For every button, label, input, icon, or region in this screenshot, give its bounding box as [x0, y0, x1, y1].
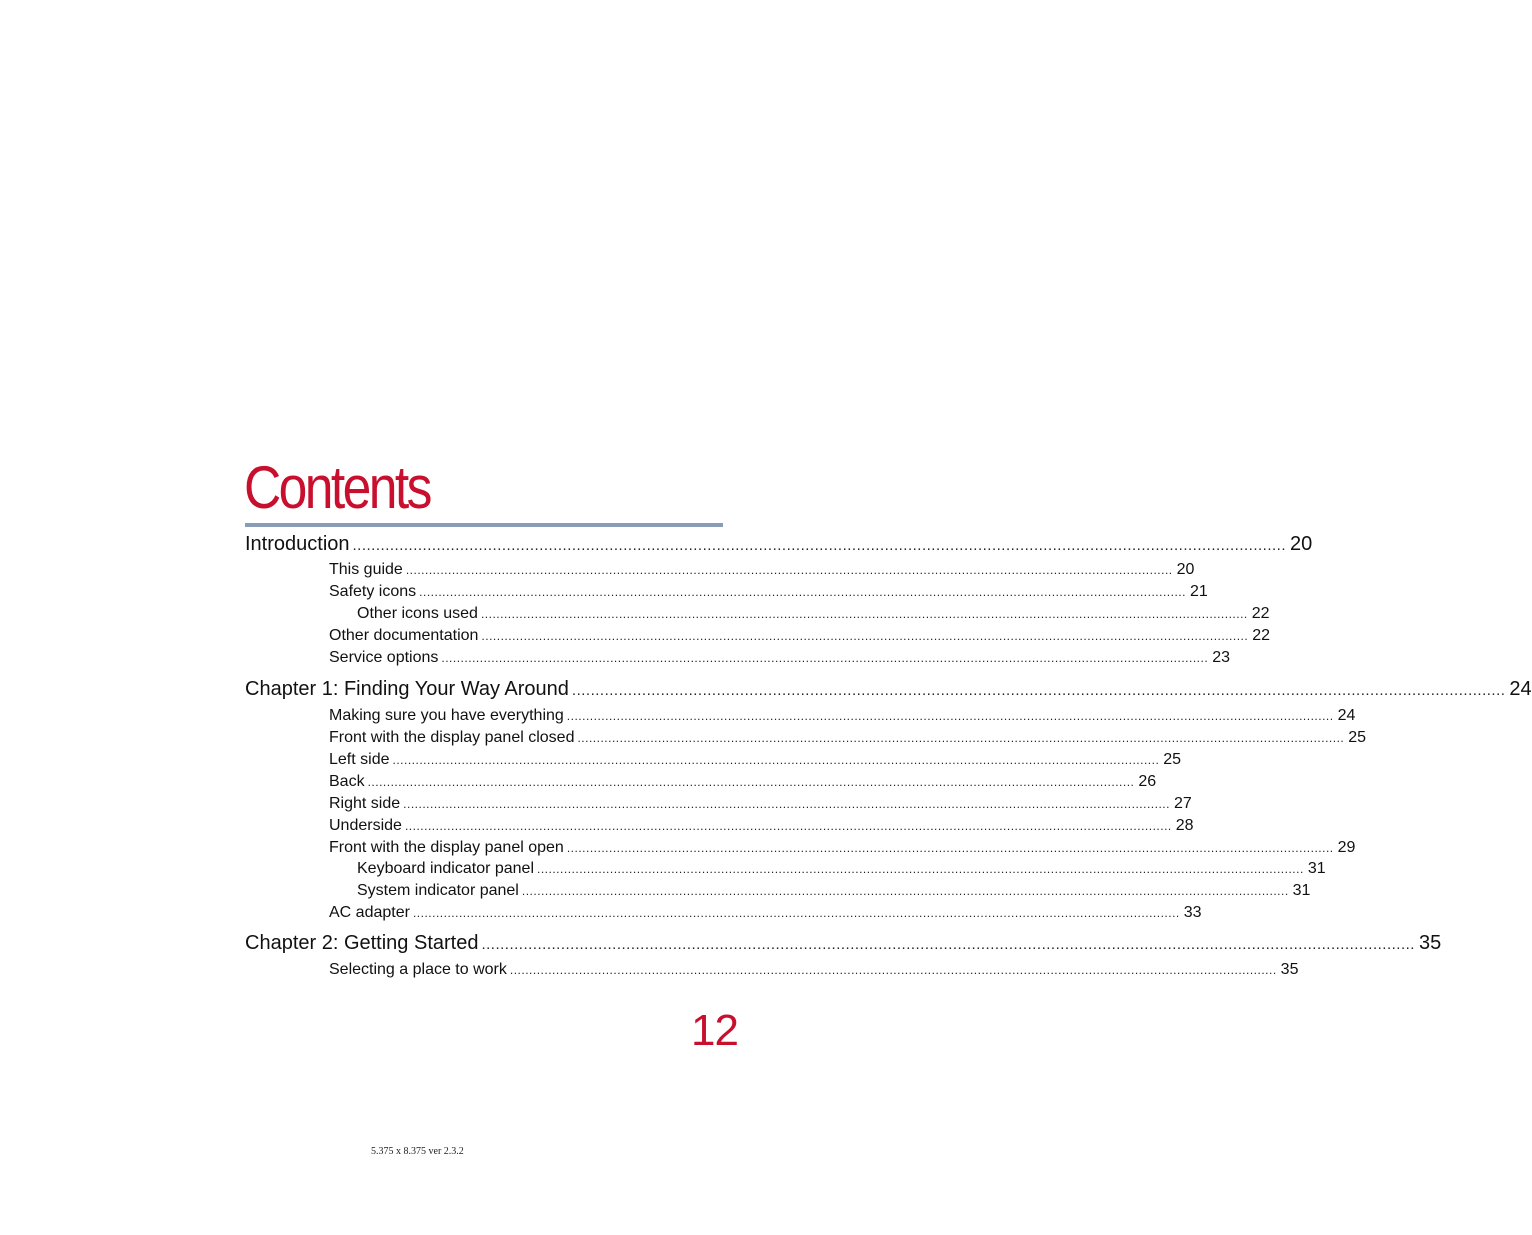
toc-section-entry[interactable]	[329, 795, 1192, 816]
toc-entry-page: 31	[1307, 860, 1326, 877]
toc-entry-page: 25	[1348, 729, 1367, 746]
toc-entry-page: 27	[1173, 795, 1192, 812]
toc-entry-label: Front with the display panel closed	[329, 729, 575, 746]
toc-entry-label: System indicator panel	[357, 882, 519, 899]
toc-entry-label: Left side	[329, 751, 390, 768]
toc-entry-label: Service options	[329, 649, 439, 666]
toc-leader-dots: ........................................................................................................................................................................................................	[441, 651, 1209, 665]
toc-section-entry[interactable]	[329, 707, 1356, 728]
toc-leader-dots: ........................................................................................................................................................................................................	[481, 936, 1415, 953]
toc-entry-page: 22	[1251, 605, 1270, 622]
toc-entry-label: Other icons used	[357, 605, 478, 622]
toc-entry-page: 35	[1280, 961, 1299, 978]
toc-entry-page: 35	[1418, 932, 1442, 954]
toc-section-entry[interactable]	[329, 817, 1194, 838]
toc-leader-dots: ........................................................................................................................................................................................................	[405, 563, 1173, 577]
toc-entry-page: 26	[1138, 773, 1157, 790]
toc-entry-label: AC adapter	[329, 904, 410, 921]
toc-leader-dots: ........................................................................................................................................................................................................	[566, 709, 1334, 723]
toc-section-entry[interactable]	[329, 583, 1208, 604]
toc-leader-dots: ........................................................................................................................................................................................................	[480, 607, 1248, 621]
toc-section-entry[interactable]	[329, 961, 1299, 982]
footer-version: 5.375 x 8.375 ver 2.3.2	[371, 1146, 464, 1157]
toc-entry-label: Right side	[329, 795, 401, 812]
toc-entry-page: 20	[1290, 533, 1313, 555]
toc-section-entry[interactable]	[357, 605, 1270, 626]
toc-leader-dots: ........................................................................................................................................................................................................	[521, 884, 1289, 898]
toc-leader-dots: ........................................................................................................................................................................................................	[403, 797, 1170, 811]
toc-chapter-entry[interactable]	[245, 533, 1313, 559]
toc-section-entry[interactable]	[329, 561, 1195, 582]
toc-entry-page: 24	[1337, 707, 1356, 724]
toc-leader-dots: ........................................................................................................................................................................................................	[571, 682, 1506, 699]
toc-entry-page: 21	[1189, 583, 1208, 600]
page-number: 12	[691, 1006, 738, 1055]
toc-section-entry[interactable]	[329, 729, 1367, 750]
toc-section-entry[interactable]	[329, 773, 1157, 794]
toc-section-entry[interactable]	[329, 751, 1182, 772]
toc-entry-page: 25	[1163, 751, 1182, 768]
toc-section-entry[interactable]	[329, 627, 1271, 648]
toc-entry-label: Introduction	[245, 533, 350, 555]
toc-leader-dots: ........................................................................................................................................................................................................	[404, 819, 1172, 833]
toc-chapter-entry[interactable]	[245, 932, 1442, 958]
toc-leader-dots: ........................................................................................................................................................................................................	[412, 906, 1180, 920]
toc-entry-label: Chapter 1: Finding Your Way Around	[245, 678, 569, 700]
toc-section-entry[interactable]	[357, 882, 1311, 903]
toc-entry-page: 20	[1176, 561, 1195, 578]
toc-section-entry[interactable]	[329, 839, 1356, 860]
toc-section-entry[interactable]	[329, 649, 1230, 670]
toc-leader-dots: ........................................................................................................................................................................................................	[509, 963, 1277, 977]
toc-entry-label: Front with the display panel open	[329, 839, 564, 856]
toc-entry-label: Selecting a place to work	[329, 961, 507, 978]
toc-entry-label: Underside	[329, 817, 402, 834]
toc-entry-page: 28	[1175, 817, 1194, 834]
toc-entry-label: Making sure you have everything	[329, 707, 564, 724]
toc-entry-label: Back	[329, 773, 365, 790]
toc-chapter-entry[interactable]	[245, 678, 1532, 704]
toc-entry-page: 24	[1509, 678, 1532, 700]
toc-entry-label: Keyboard indicator panel	[357, 860, 535, 877]
toc-entry-label: Chapter 2: Getting Started	[245, 932, 479, 954]
toc-entry-label: Other documentation	[329, 627, 479, 644]
toc-leader-dots: ........................................................................................................................................................................................................	[367, 775, 1135, 789]
toc-entry-page: 22	[1252, 627, 1271, 644]
toc-leader-dots: ........................................................................................................................................................................................................	[392, 753, 1160, 767]
toc-entry-label: This guide	[329, 561, 403, 578]
toc-leader-dots: ........................................................................................................................................................................................................	[352, 537, 1287, 554]
toc-leader-dots: ........................................................................................................................................................................................................	[577, 731, 1345, 745]
toc-leader-dots: ........................................................................................................................................................................................................	[481, 629, 1249, 643]
toc-entry-page: 33	[1183, 904, 1202, 921]
page-title: Contents	[244, 454, 430, 521]
toc-leader-dots: ........................................................................................................................................................................................................	[566, 841, 1334, 855]
toc-entry-page: 31	[1292, 882, 1311, 899]
toc-entry-page: 29	[1337, 839, 1356, 856]
toc-section-entry[interactable]	[357, 860, 1326, 881]
toc-section-entry[interactable]	[329, 904, 1202, 925]
toc-leader-dots: ........................................................................................................................................................................................................	[419, 585, 1186, 599]
toc-entry-page: 23	[1212, 649, 1230, 666]
toc-leader-dots: ........................................................................................................................................................................................................	[537, 862, 1304, 876]
toc-entry-label: Safety icons	[329, 583, 417, 600]
